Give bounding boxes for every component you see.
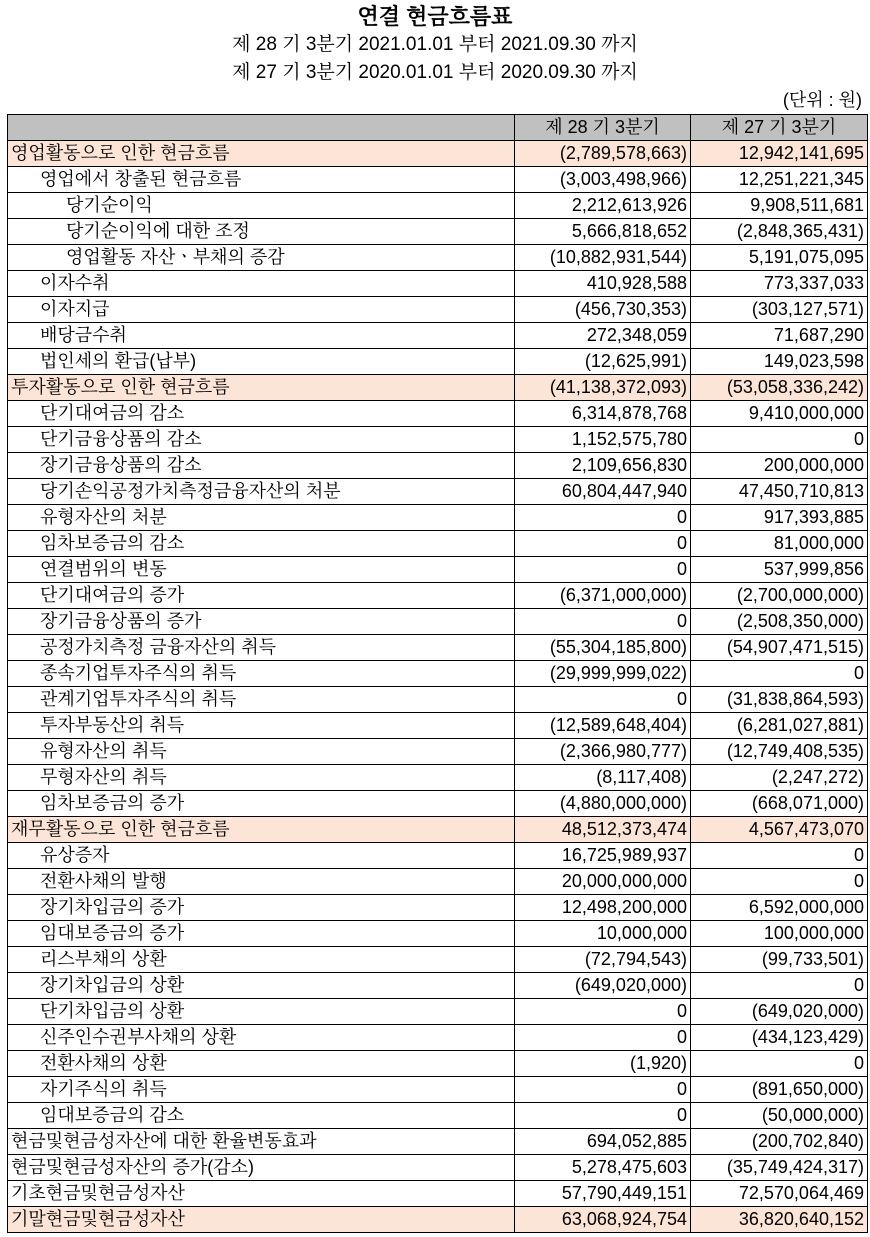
row-label: 현금및현금성자산에 대한 환율변동효과 <box>8 1129 515 1155</box>
current-period-value: 2,212,613,926 <box>515 193 691 219</box>
current-period-value: (6,371,000,000) <box>515 583 691 609</box>
current-period-value: (649,020,000) <box>515 973 691 999</box>
row-label: 기초현금및현금성자산 <box>8 1181 515 1207</box>
row-label: 당기손익공정가치측정금융자산의 처분 <box>8 479 515 505</box>
unit-label: (단위 : 원) <box>782 90 862 110</box>
table-header-row <box>8 115 868 141</box>
period-current: 제 28 기 3분기 2021.01.01 부터 2021.09.30 까지 <box>232 34 638 55</box>
current-period-value: 20,000,000,000 <box>515 869 691 895</box>
current-period-value: (3,003,498,966) <box>515 167 691 193</box>
row-label: 영업활동 자산ㆍ부채의 증감 <box>8 245 515 271</box>
prior-period-value: (2,508,350,000) <box>691 609 868 635</box>
period-prior: 제 27 기 3분기 2020.01.01 부터 2020.09.30 까지 <box>232 62 638 83</box>
prior-period-value: (891,650,000) <box>691 1077 868 1103</box>
prior-period-value: (53,058,336,242) <box>691 375 868 401</box>
row-label: 현금및현금성자산의 증가(감소) <box>8 1155 515 1181</box>
row-label: 유상증자 <box>8 843 515 869</box>
row-label: 임차보증금의 증가 <box>8 791 515 817</box>
row-label: 당기순이익 <box>8 193 515 219</box>
current-period-value: 0 <box>515 687 691 713</box>
row-label: 장기차입금의 상환 <box>8 973 515 999</box>
current-period-value: 12,498,200,000 <box>515 895 691 921</box>
table-row <box>8 505 868 531</box>
section-row <box>8 141 868 167</box>
prior-period-value: (668,071,000) <box>691 791 868 817</box>
table-row <box>8 349 868 375</box>
table-row <box>8 869 868 895</box>
current-period-value: 0 <box>515 1025 691 1051</box>
prior-period-value: (35,749,424,317) <box>691 1155 868 1181</box>
current-period-value: 63,068,924,754 <box>515 1207 691 1233</box>
current-period-value: 410,928,588 <box>515 271 691 297</box>
current-period-value: 5,278,475,603 <box>515 1155 691 1181</box>
current-period-value: 0 <box>515 1103 691 1129</box>
table-row <box>8 895 868 921</box>
table-row <box>8 557 868 583</box>
row-label: 공정가치측정 금융자산의 취득 <box>8 635 515 661</box>
prior-period-value: 36,820,640,152 <box>691 1207 868 1233</box>
current-period-value: (72,794,543) <box>515 947 691 973</box>
row-label: 전환사채의 상환 <box>8 1051 515 1077</box>
current-period-value: 272,348,059 <box>515 323 691 349</box>
prior-period-value: 72,570,064,469 <box>691 1181 868 1207</box>
section-row <box>8 1207 868 1233</box>
table-row <box>8 791 868 817</box>
prior-period-value: 4,567,473,070 <box>691 817 868 843</box>
current-period-value: (12,625,991) <box>515 349 691 375</box>
table-row <box>8 219 868 245</box>
document-title: 연결 현금흐름표 <box>357 4 513 29</box>
table-row <box>8 687 868 713</box>
prior-period-value: (54,907,471,515) <box>691 635 868 661</box>
row-label: 연결범위의 변동 <box>8 557 515 583</box>
prior-period-value: 9,908,511,681 <box>691 193 868 219</box>
header-account <box>8 115 515 141</box>
current-period-value: (4,880,000,000) <box>515 791 691 817</box>
prior-period-value: 537,999,856 <box>691 557 868 583</box>
row-label: 법인세의 환급(납부) <box>8 349 515 375</box>
table-row <box>8 661 868 687</box>
prior-period-value: (649,020,000) <box>691 999 868 1025</box>
prior-period-value: 6,592,000,000 <box>691 895 868 921</box>
table-row <box>8 921 868 947</box>
current-period-value: 0 <box>515 505 691 531</box>
row-label: 장기금융상품의 증가 <box>8 609 515 635</box>
table-row <box>8 739 868 765</box>
row-label: 자기주식의 취득 <box>8 1077 515 1103</box>
table-row <box>8 297 868 323</box>
current-period-value: 6,314,878,768 <box>515 401 691 427</box>
row-label: 영업에서 창출된 현금흐름 <box>8 167 515 193</box>
current-period-value: 2,109,656,830 <box>515 453 691 479</box>
row-label: 투자활동으로 인한 현금흐름 <box>8 375 515 401</box>
row-label: 이자지급 <box>8 297 515 323</box>
row-label: 이자수취 <box>8 271 515 297</box>
row-label: 단기대여금의 증가 <box>8 583 515 609</box>
current-period-value: 16,725,989,937 <box>515 843 691 869</box>
current-period-value: (2,366,980,777) <box>515 739 691 765</box>
prior-period-value: (50,000,000) <box>691 1103 868 1129</box>
prior-period-value: 200,000,000 <box>691 453 868 479</box>
row-label: 장기차입금의 증가 <box>8 895 515 921</box>
prior-period-value: 5,191,075,095 <box>691 245 868 271</box>
table-row <box>8 1155 868 1181</box>
row-label: 리스부채의 상환 <box>8 947 515 973</box>
prior-period-value: 12,942,141,695 <box>691 141 868 167</box>
prior-period-value: (99,733,501) <box>691 947 868 973</box>
table-row <box>8 479 868 505</box>
current-period-value: (10,882,931,544) <box>515 245 691 271</box>
table-row <box>8 323 868 349</box>
row-label: 당기순이익에 대한 조정 <box>8 219 515 245</box>
prior-period-value: (12,749,408,535) <box>691 739 868 765</box>
table-row <box>8 1103 868 1129</box>
table-row <box>8 427 868 453</box>
prior-period-value: (2,700,000,000) <box>691 583 868 609</box>
row-label: 투자부동산의 취득 <box>8 713 515 739</box>
current-period-value: 5,666,818,652 <box>515 219 691 245</box>
prior-period-value: 12,251,221,345 <box>691 167 868 193</box>
header-prior-period: 제 27 기 3분기 <box>691 115 868 141</box>
current-period-value: 1,152,575,780 <box>515 427 691 453</box>
row-label: 영업활동으로 인한 현금흐름 <box>8 141 515 167</box>
prior-period-value: (303,127,571) <box>691 297 868 323</box>
table-row <box>8 635 868 661</box>
prior-period-value: 0 <box>691 427 868 453</box>
table-row <box>8 999 868 1025</box>
prior-period-value: 917,393,885 <box>691 505 868 531</box>
prior-period-value: 0 <box>691 843 868 869</box>
header-current-period: 제 28 기 3분기 <box>515 115 691 141</box>
current-period-value: 0 <box>515 609 691 635</box>
current-period-value: 0 <box>515 531 691 557</box>
row-label: 임차보증금의 감소 <box>8 531 515 557</box>
row-label: 전환사채의 발행 <box>8 869 515 895</box>
table-row <box>8 973 868 999</box>
prior-period-value: (2,247,272) <box>691 765 868 791</box>
table-row <box>8 583 868 609</box>
prior-period-value: 0 <box>691 869 868 895</box>
prior-period-value: 0 <box>691 1051 868 1077</box>
current-period-value: 694,052,885 <box>515 1129 691 1155</box>
current-period-value: (456,730,353) <box>515 297 691 323</box>
current-period-value: 0 <box>515 557 691 583</box>
prior-period-value: 0 <box>691 973 868 999</box>
table-row <box>8 947 868 973</box>
current-period-value: (29,999,999,022) <box>515 661 691 687</box>
section-row <box>8 375 868 401</box>
row-label: 무형자산의 취득 <box>8 765 515 791</box>
prior-period-value: (200,702,840) <box>691 1129 868 1155</box>
current-period-value: (55,304,185,800) <box>515 635 691 661</box>
prior-period-value: (434,123,429) <box>691 1025 868 1051</box>
row-label: 관계기업투자주식의 취득 <box>8 687 515 713</box>
table-row <box>8 843 868 869</box>
row-label: 재무활동으로 인한 현금흐름 <box>8 817 515 843</box>
row-label: 장기금융상품의 감소 <box>8 453 515 479</box>
table-row <box>8 609 868 635</box>
prior-period-value: 773,337,033 <box>691 271 868 297</box>
table-row <box>8 1129 868 1155</box>
row-label: 임대보증금의 증가 <box>8 921 515 947</box>
prior-period-value: (6,281,027,881) <box>691 713 868 739</box>
current-period-value: (2,789,578,663) <box>515 141 691 167</box>
current-period-value: (8,117,408) <box>515 765 691 791</box>
prior-period-value: (2,848,365,431) <box>691 219 868 245</box>
current-period-value: 0 <box>515 1077 691 1103</box>
table-row <box>8 531 868 557</box>
table-row <box>8 453 868 479</box>
cash-flow-table <box>7 114 868 1233</box>
current-period-value: (12,589,648,404) <box>515 713 691 739</box>
current-period-value: 0 <box>515 999 691 1025</box>
table-row <box>8 401 868 427</box>
row-label: 종속기업투자주식의 취득 <box>8 661 515 687</box>
row-label: 유형자산의 처분 <box>8 505 515 531</box>
table-row <box>8 193 868 219</box>
table-row <box>8 1181 868 1207</box>
table-row <box>8 1051 868 1077</box>
section-row <box>8 817 868 843</box>
row-label: 유형자산의 취득 <box>8 739 515 765</box>
current-period-value: 57,790,449,151 <box>515 1181 691 1207</box>
prior-period-value: 47,450,710,813 <box>691 479 868 505</box>
row-label: 단기대여금의 감소 <box>8 401 515 427</box>
table-row <box>8 713 868 739</box>
table-row <box>8 271 868 297</box>
current-period-value: (1,920) <box>515 1051 691 1077</box>
row-label: 기말현금및현금성자산 <box>8 1207 515 1233</box>
row-label: 단기금융상품의 감소 <box>8 427 515 453</box>
prior-period-value: 81,000,000 <box>691 531 868 557</box>
table-row <box>8 245 868 271</box>
row-label: 배당금수취 <box>8 323 515 349</box>
prior-period-value: 100,000,000 <box>691 921 868 947</box>
prior-period-value: 9,410,000,000 <box>691 401 868 427</box>
row-label: 단기차입금의 상환 <box>8 999 515 1025</box>
row-label: 임대보증금의 감소 <box>8 1103 515 1129</box>
current-period-value: 48,512,373,474 <box>515 817 691 843</box>
current-period-value: (41,138,372,093) <box>515 375 691 401</box>
row-label: 신주인수권부사채의 상환 <box>8 1025 515 1051</box>
table-row <box>8 167 868 193</box>
prior-period-value: (31,838,864,593) <box>691 687 868 713</box>
current-period-value: 60,804,447,940 <box>515 479 691 505</box>
prior-period-value: 71,687,290 <box>691 323 868 349</box>
table-row <box>8 1077 868 1103</box>
table-row <box>8 1025 868 1051</box>
table-row <box>8 765 868 791</box>
prior-period-value: 0 <box>691 661 868 687</box>
current-period-value: 10,000,000 <box>515 921 691 947</box>
prior-period-value: 149,023,598 <box>691 349 868 375</box>
